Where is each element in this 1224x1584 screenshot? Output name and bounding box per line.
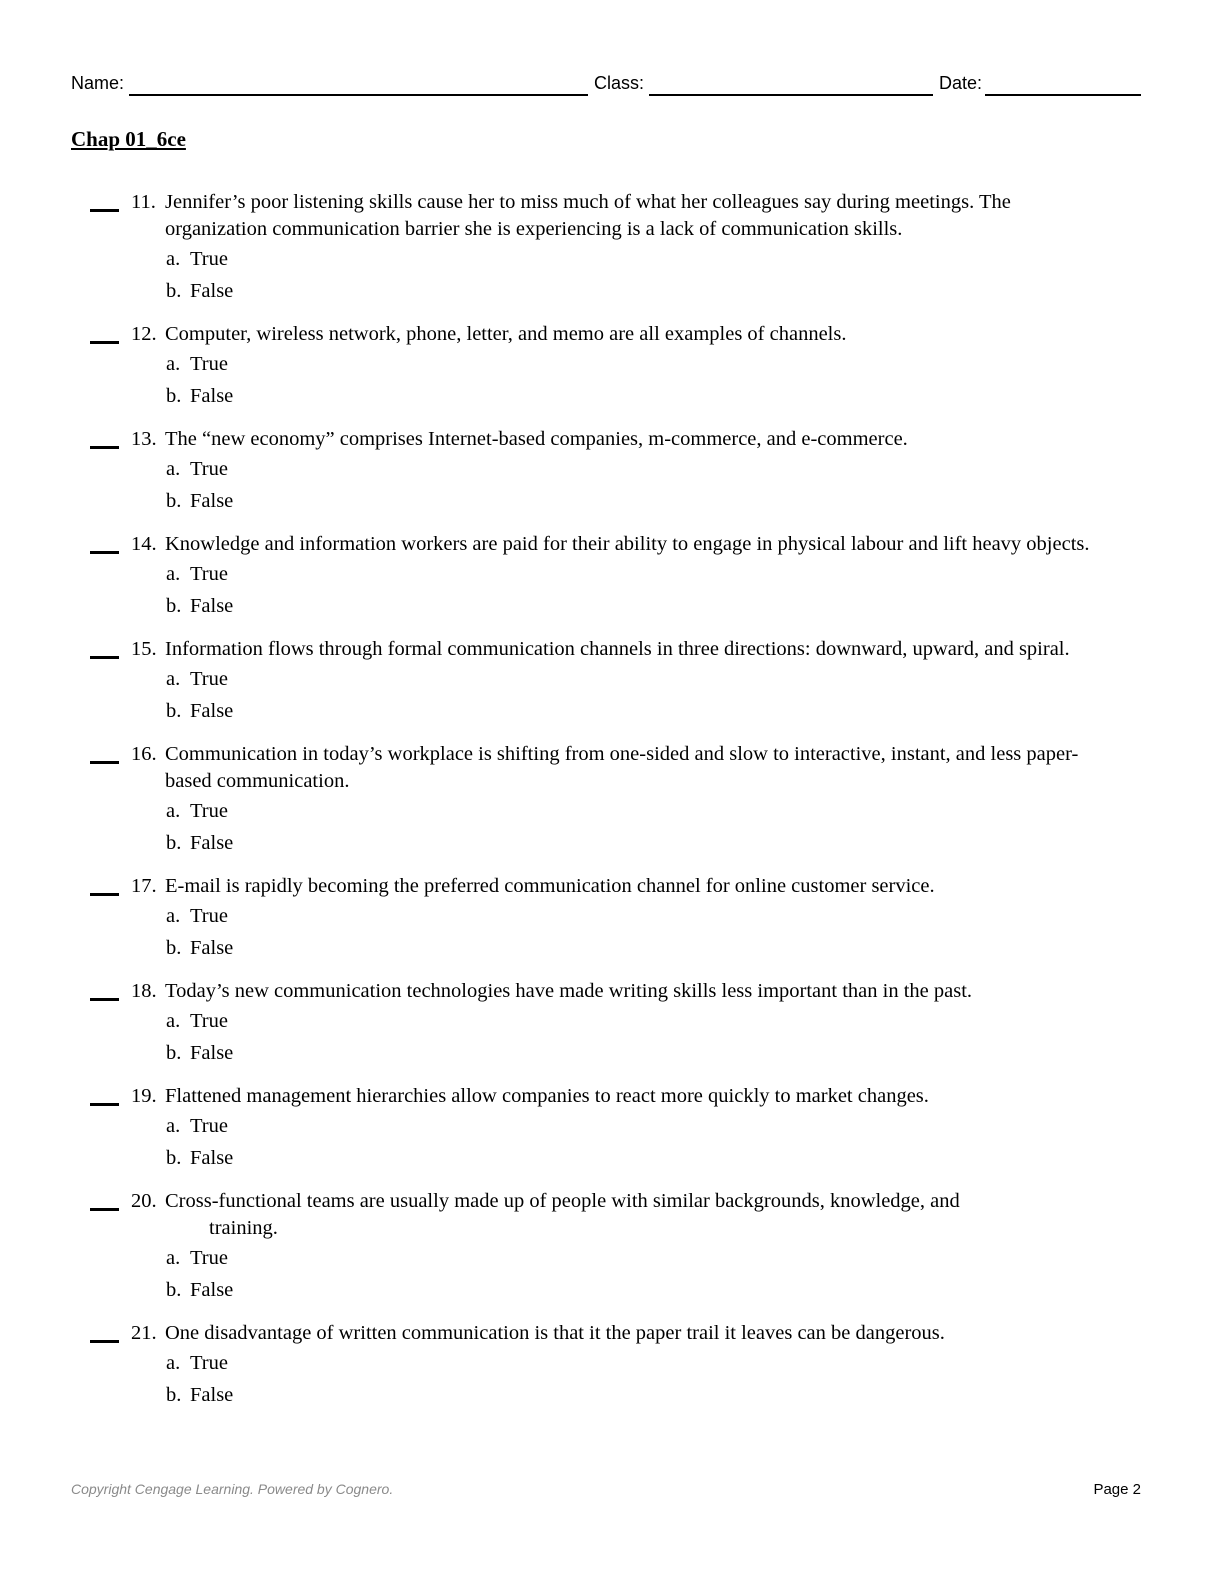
choice-letter: a. xyxy=(166,1010,181,1032)
choice-label: True xyxy=(190,1115,228,1137)
question-item xyxy=(0,321,1224,412)
name-label: Name: xyxy=(71,73,125,93)
answer-blank[interactable] xyxy=(90,1103,119,1106)
question-item xyxy=(0,531,1224,622)
question-text-line: E-mail is rapidly becoming the preferred communication channel for online customer service. xyxy=(165,875,935,897)
choice-letter: b. xyxy=(166,490,182,512)
question-item xyxy=(0,1188,1224,1306)
choice-letter: a. xyxy=(166,668,181,690)
question-text xyxy=(165,1083,1145,1110)
choice-a[interactable] xyxy=(166,1242,1224,1274)
header-row xyxy=(71,72,1141,98)
question-text xyxy=(165,873,1145,900)
choice-label: True xyxy=(190,458,228,480)
question-number: 13. xyxy=(131,428,157,450)
answer-blank[interactable] xyxy=(90,341,119,344)
question-number: 14. xyxy=(131,533,157,555)
choice-a[interactable] xyxy=(166,795,1224,827)
question-text-line: Cross-functional teams are usually made up of people with similar backgrounds, knowledge, and xyxy=(165,1190,960,1212)
answer-blank[interactable] xyxy=(90,1340,119,1343)
choice-label: True xyxy=(190,800,228,822)
question-item xyxy=(0,189,1224,307)
choice-letter: b. xyxy=(166,595,182,617)
choice-a[interactable] xyxy=(166,243,1224,275)
chapter-title: Chap 01_6ce xyxy=(71,127,186,151)
choice-label: False xyxy=(190,1147,234,1169)
question-number: 15. xyxy=(131,638,157,660)
choice-b[interactable] xyxy=(166,827,1224,859)
question-item xyxy=(0,741,1224,859)
question-item xyxy=(0,426,1224,517)
choice-a[interactable] xyxy=(166,1005,1224,1037)
question-number: 19. xyxy=(131,1085,157,1107)
choice-letter: a. xyxy=(166,458,181,480)
choice-a[interactable] xyxy=(166,348,1224,380)
choice-letter: a. xyxy=(166,905,181,927)
choice-label: False xyxy=(190,832,234,854)
choice-b[interactable] xyxy=(166,695,1224,727)
choice-letter: a. xyxy=(166,1352,181,1374)
choice-label: True xyxy=(190,905,228,927)
question-number: 20. xyxy=(131,1190,157,1212)
choice-letter: b. xyxy=(166,385,182,407)
choice-letter: b. xyxy=(166,700,182,722)
choice-letter: b. xyxy=(166,832,182,854)
question-number: 16. xyxy=(131,743,157,765)
choice-letter: b. xyxy=(166,1147,182,1169)
choice-label: True xyxy=(190,668,228,690)
question-text-line: Communication in today’s workplace is shifting from one-sided and slow to interactive, instant, and less paper- xyxy=(165,743,1079,765)
question-item xyxy=(0,978,1224,1069)
choice-label: False xyxy=(190,937,234,959)
choice-b[interactable] xyxy=(166,380,1224,412)
choice-a[interactable] xyxy=(166,1110,1224,1142)
choice-letter: a. xyxy=(166,353,181,375)
question-text-line: Information flows through formal communication channels in three directions: downward, upward, and spiral. xyxy=(165,638,1070,660)
question-item xyxy=(0,636,1224,727)
choice-letter: a. xyxy=(166,563,181,585)
choice-label: False xyxy=(190,1042,234,1064)
choice-b[interactable] xyxy=(166,590,1224,622)
question-text xyxy=(165,741,1145,795)
choice-letter: b. xyxy=(166,1042,182,1064)
question-text xyxy=(165,978,1145,1005)
question-text-line: Computer, wireless network, phone, letter, and memo are all examples of channels. xyxy=(165,323,847,345)
question-text-line: Today’s new communication technologies have made writing skills less important than in the past. xyxy=(165,980,973,1002)
question-item xyxy=(0,1083,1224,1174)
question-text xyxy=(165,531,1145,558)
question-text xyxy=(165,636,1145,663)
question-number: 21. xyxy=(131,1322,157,1344)
page-number: Page 2 xyxy=(1093,1481,1141,1498)
answer-blank[interactable] xyxy=(90,551,119,554)
question-text xyxy=(165,189,1145,243)
question-number: 18. xyxy=(131,980,157,1002)
answer-blank[interactable] xyxy=(90,998,119,1001)
choice-b[interactable] xyxy=(166,1274,1224,1306)
choice-a[interactable] xyxy=(166,453,1224,485)
question-number: 12. xyxy=(131,323,157,345)
date-label: Date: xyxy=(939,73,983,93)
choice-label: True xyxy=(190,1352,228,1374)
choice-a[interactable] xyxy=(166,663,1224,695)
question-text xyxy=(165,1188,1145,1242)
copyright-notice: Copyright Cengage Learning. Powered by Cognero. xyxy=(71,1481,394,1497)
question-text-line: Jennifer’s poor listening skills cause her to miss much of what her colleagues say during meetings. The xyxy=(165,191,1011,213)
choice-label: False xyxy=(190,280,234,302)
question-text-line: One disadvantage of written communication is that it the paper trail it leaves can be dangerous. xyxy=(165,1322,945,1344)
choice-label: False xyxy=(190,1384,234,1406)
choice-letter: b. xyxy=(166,280,182,302)
choice-label: False xyxy=(190,1279,234,1301)
answer-blank[interactable] xyxy=(90,446,119,449)
choice-a[interactable] xyxy=(166,558,1224,590)
question-number: 17. xyxy=(131,875,157,897)
question-number: 11. xyxy=(131,191,156,213)
question-text-line: training. xyxy=(209,1217,278,1239)
answer-blank[interactable] xyxy=(90,1208,119,1211)
question-list xyxy=(0,189,1224,1425)
choice-a[interactable] xyxy=(166,900,1224,932)
choice-letter: a. xyxy=(166,248,181,270)
answer-blank[interactable] xyxy=(90,209,119,212)
question-item xyxy=(0,1320,1224,1411)
choice-b[interactable] xyxy=(166,275,1224,307)
choice-label: True xyxy=(190,563,228,585)
choice-label: False xyxy=(190,595,234,617)
choice-letter: a. xyxy=(166,1115,181,1137)
question-text-line: The “new economy” comprises Internet-based companies, m-commerce, and e-commerce. xyxy=(165,428,908,450)
choice-label: False xyxy=(190,385,234,407)
name-field-line[interactable] xyxy=(129,94,588,96)
choice-letter: b. xyxy=(166,1279,182,1301)
choice-letter: b. xyxy=(166,937,182,959)
date-field-line[interactable] xyxy=(985,94,1141,96)
class-field-line[interactable] xyxy=(649,94,933,96)
question-text xyxy=(165,321,1145,348)
choice-b[interactable] xyxy=(166,1142,1224,1174)
choice-label: True xyxy=(190,248,228,270)
choice-label: False xyxy=(190,490,234,512)
choice-b[interactable] xyxy=(166,1379,1224,1411)
question-item xyxy=(0,873,1224,964)
answer-blank[interactable] xyxy=(90,656,119,659)
choice-letter: b. xyxy=(166,1384,182,1406)
choice-label: True xyxy=(190,1247,228,1269)
choice-b[interactable] xyxy=(166,1037,1224,1069)
choice-a[interactable] xyxy=(166,1347,1224,1379)
question-text xyxy=(165,1320,1145,1347)
question-text xyxy=(165,426,1145,453)
class-label: Class: xyxy=(594,73,645,93)
question-text-line: Knowledge and information workers are paid for their ability to engage in physical labour and lift heavy objects. xyxy=(165,533,1090,555)
choice-letter: a. xyxy=(166,800,181,822)
question-text-line: organization communication barrier she is experiencing is a lack of communication skills. xyxy=(165,218,903,240)
choice-b[interactable] xyxy=(166,485,1224,517)
choice-b[interactable] xyxy=(166,932,1224,964)
answer-blank[interactable] xyxy=(90,893,119,896)
choice-letter: a. xyxy=(166,1247,181,1269)
answer-blank[interactable] xyxy=(90,761,119,764)
choice-label: True xyxy=(190,353,228,375)
question-text-line: based communication. xyxy=(165,770,350,792)
choice-label: True xyxy=(190,1010,228,1032)
question-text-line: Flattened management hierarchies allow companies to react more quickly to market changes. xyxy=(165,1085,929,1107)
choice-label: False xyxy=(190,700,234,722)
